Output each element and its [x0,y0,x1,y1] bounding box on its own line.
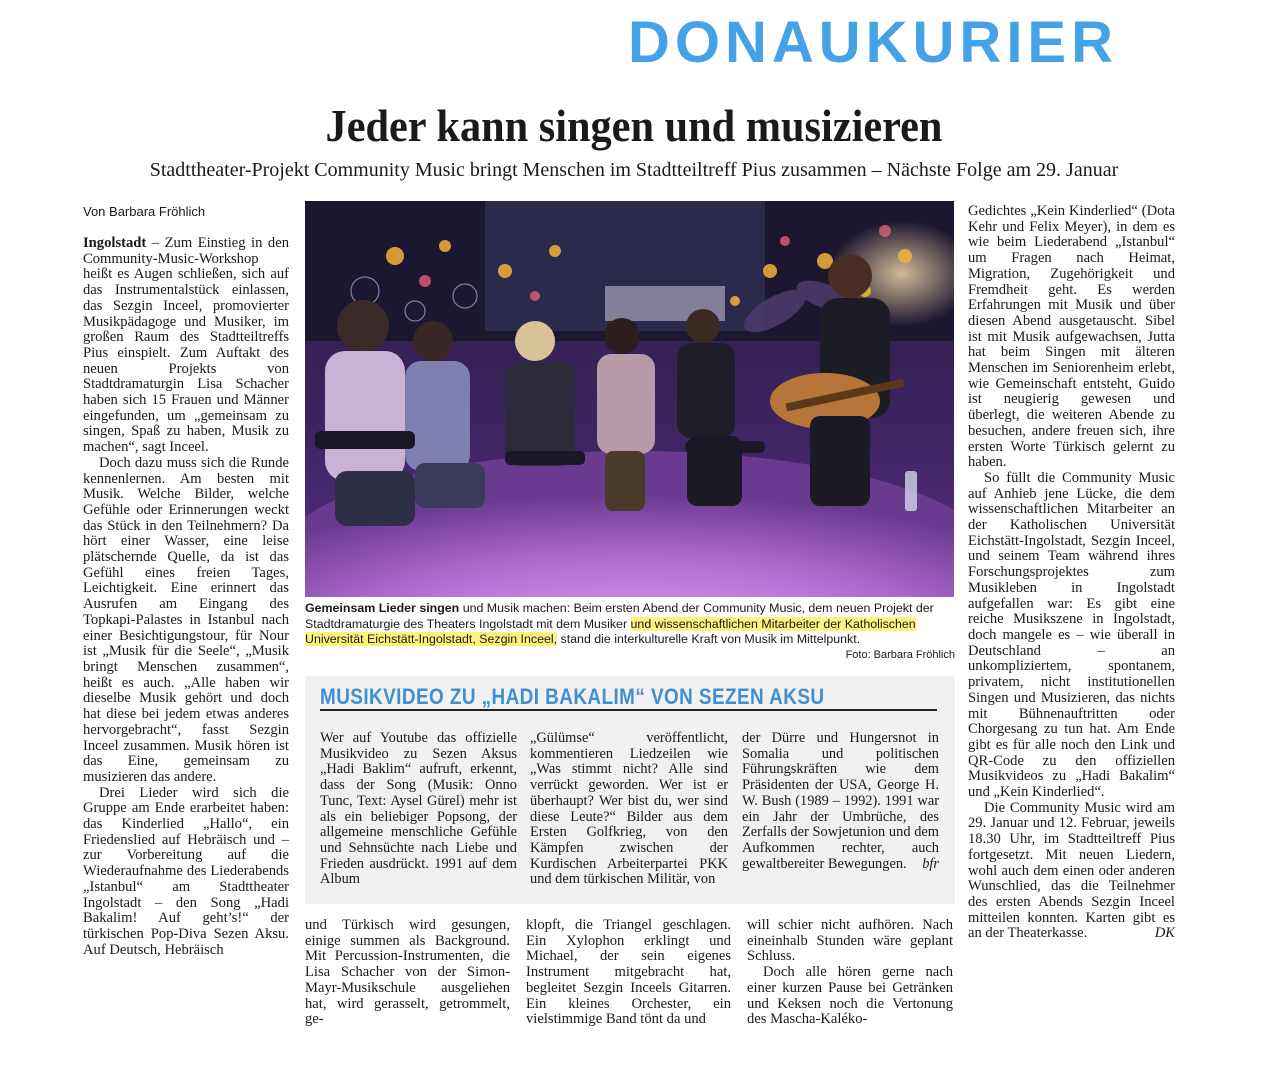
article-column-4 [747,918,953,1028]
paragraph: Doch alle hören gerne nach einer kurzen Pause bei Getränken und Keksen noch die Vertonung des Mascha-Kaléko- [747,964,953,1028]
photo-credit: Foto: Barbara Fröhlich [845,649,955,661]
paragraph: will schier nicht aufhören. Nach eineinhalb Stunden wäre geplant Schluss. [747,917,953,965]
article-column-2: und Türkisch wird gesungen, einige summen als Background. Mit Percussion-Instrumenten, die Lisa Schacher von der Simon-Mayr-Musikschule ausgeliehen hat, wird gerasselt, getrommelt, ge- [305,917,510,1028]
paragraph: Gedichtes „Kein Kinderlied“ (Dota Kehr und Felix Meyer), in dem es wie beim Liederabend „Istanbul“ um Fragen nach Heimat, Migration, Zugehörigkeit und Fremdheit geht. Es werden Erfahrungen mit Musik und über diesen Abend ausgetauscht. Sibel ist mit Musik aufgewachsen, Jutta hat beim Singen mit älteren Menschen im Seniorenheim erlebt, wie Gemeinschaft entsteht, Guido ist neugierig gewesen und überlegt, die weiteren Abende zu besuchen, andere freuen sich, ihre ersten Worte Türkisch gelernt zu haben. [968,203,1175,471]
caption-lead: Gemeinsam Lieder singen [305,601,460,615]
divider [320,709,937,711]
masthead-logo: DONAUKURIER [628,10,1118,75]
author-signature: DK [1154,925,1175,942]
paragraph: – Zum Einstieg in den Community-Music-Workshop heißt es Augen schließen, sich auf das Instrumentalstück einlassen, das Sezgin Inceel, promovierter Musikpädagoge und Musiker, im großen Raum des Stadtteiltreffs Pius einspielt. Zum Auftakt des neuen Projekts von Stadtdramaturgin Lisa Schacher haben sich 15 Frauen und Männer eingefunden, um „gemeinsam zu singen, Spaß zu haben, Musik zu machen“, sagt Inceel. [83,235,289,456]
info-box-column-3 [742,731,939,872]
subheadline: Stadttheater-Projekt Community Music bringt Menschen im Stadtteiltreff Pius zusammen – Nächste Folge am 29. Januar [149,159,1119,181]
paragraph: Doch dazu muss sich die Runde kennenlernen. Am besten mit Musik. Welche Bilder, welche Gefühle oder Erinnerungen weckt das Stück in den Teilnehmern? Da hört einer Wasser, eine leise plätschernde Quelle, da ist das Gefühl eines freien Tages, Leichtigkeit. Eine erinnert das Ausrufen am Eingang des Topkapi-Palastes in Istanbul nach einer Besichtigungstour, für Nour ist „Musik für die Seele“, „Musik bringt Menschen zusammen“, heißt es auch. „Alle haben wir dieselbe Musik gehört und doch hat diese bei jedem etwas anderes hervorgebracht“, fasst Sezgin Inceel zusammen. Musik hören ist das Eine, gemeinsam zu musizieren das andere. [83,454,289,785]
concert-photo [305,201,954,597]
paragraph: Drei Lieder wird sich die Gruppe am Ende erarbeitet haben: das Kinderlied „Hallo“, ein Friedenslied auf Hebräisch und – zur Vorbereitung auf die Wiederaufnahme des Liederabends „Istanbul“ am Stadttheater Ingolstadt – den Song „Hadi Bakalim! Auf geht’s!“ der türkischen Pop-Diva Sezen Aksu. Auf Deutsch, Hebräisch [83,784,289,958]
paragraph: der Dürre und Hungersnot in Somalia und politischen Führungskräften wie dem Präsidenten der USA, George H. W. Bush (1989 – 1992). 1991 war ein Jahr der Umbrüche, des Zerfalls der Sowjetunion und dem Aufkommen rechter, auch gewaltbereiter Bewegungen. [742,730,939,872]
article-column-3: klopft, die Triangel geschlagen. Ein Xylophon erklingt und Michael, der sein eigenes Instrument mitgebracht hat, begleitet Sezgin Inceels Gitarren. Ein kleines Orchester, ein vielstimmige Band tönt da und [526,917,731,1028]
byline: Von Barbara Fröhlich [83,204,206,219]
info-box-column-2: „Gülümse“ veröffentlicht, kommentieren Liedzeilen wie „Was stimmt nicht? Alle sind verrückt geworden. Wer ist er überhaupt? Wer bist du, wer sind diese Leute?“ Bilder aus dem Ersten Golfkrieg, von den Kämpfen zwischen der Kurdischen Arbeiterpartei PKK und dem türkischen Militär, von [530,730,728,888]
photo-caption [305,601,955,661]
article-column-1 [83,236,289,958]
author-signature: bfr [922,855,939,872]
info-box-title: MUSIKVIDEO ZU „HADI BAKALIM“ VON SEZEN AKSU [320,684,825,709]
caption-highlight: und wissenschaftlichen Mitarbeiter der Katholischen Universität Eichstätt-Ingolstadt, Sezgin Inceel, [305,616,916,647]
paragraph-text: Die Community Music wird am 29. Januar und 12. Februar, jeweils 18.30 Uhr, im Stadtteiltreff Pius fortgesetzt. Mit neuen Liedern, wohl auch dem einen oder anderen Wunschlied, das die Teilnehmer des ersten Abends Sezgin Inceel mitteilen konnten. Karten gibt es an der Theaterkasse. [968,799,1175,942]
dateline: Ingolstadt [83,235,147,251]
photo-illustration [305,201,954,597]
headline: Jeder kann singen und musizieren [325,100,943,151]
caption-text: stand die interkulturelle Kraft von Musik im Mittelpunkt. [557,632,861,647]
caption-text: und Musik machen: Beim ersten Abend der Community Music, dem neuen Projekt der Stadtdramaturgie des Theaters Ingolstadt mit dem Musiker [305,601,934,631]
paragraph: So füllt die Community Music auf Anhieb jene Lücke, die dem wissenschaftlichen Mitarbeiter an der Katholischen Universität Eichstätt-Ingolstadt, Sezgin Inceel, und seinem Team während ihres Forschungsprojektes zum Musikleben in Ingolstadt aufgefallen war: Es gibt eine reiche Musikszene in Ingolstadt, doch mangele es – wie überall in Deutschland – an unkompliziertem, spontanem, privatem, nicht institutionellen Singen und Musizieren, das nichts mit Bühnenauftritten oder Chorgesang zu tun hat. Am Ende gibt es für alle noch den Link und QR-Code zu den offiziellen Musikvideos zu „Hadi Bakalim“ und „Kein Kinderlied“. [968,469,1175,801]
info-box-column-1: Wer auf Youtube das offizielle Musikvideo zu Sezen Aksus „Hadi Baklim“ aufruft, erkennt, dass der Song (Musik: Onno Tunc, Text: Aysel Gürel) mehr ist als ein beliebiger Popsong, der allgemeine menschliche Gefühle und Sehnsüchte nach Liebe und Frieden ausdrückt. 1991 auf dem Album [320,730,517,888]
paragraph [968,801,1175,942]
article-column-5 [968,204,1175,942]
